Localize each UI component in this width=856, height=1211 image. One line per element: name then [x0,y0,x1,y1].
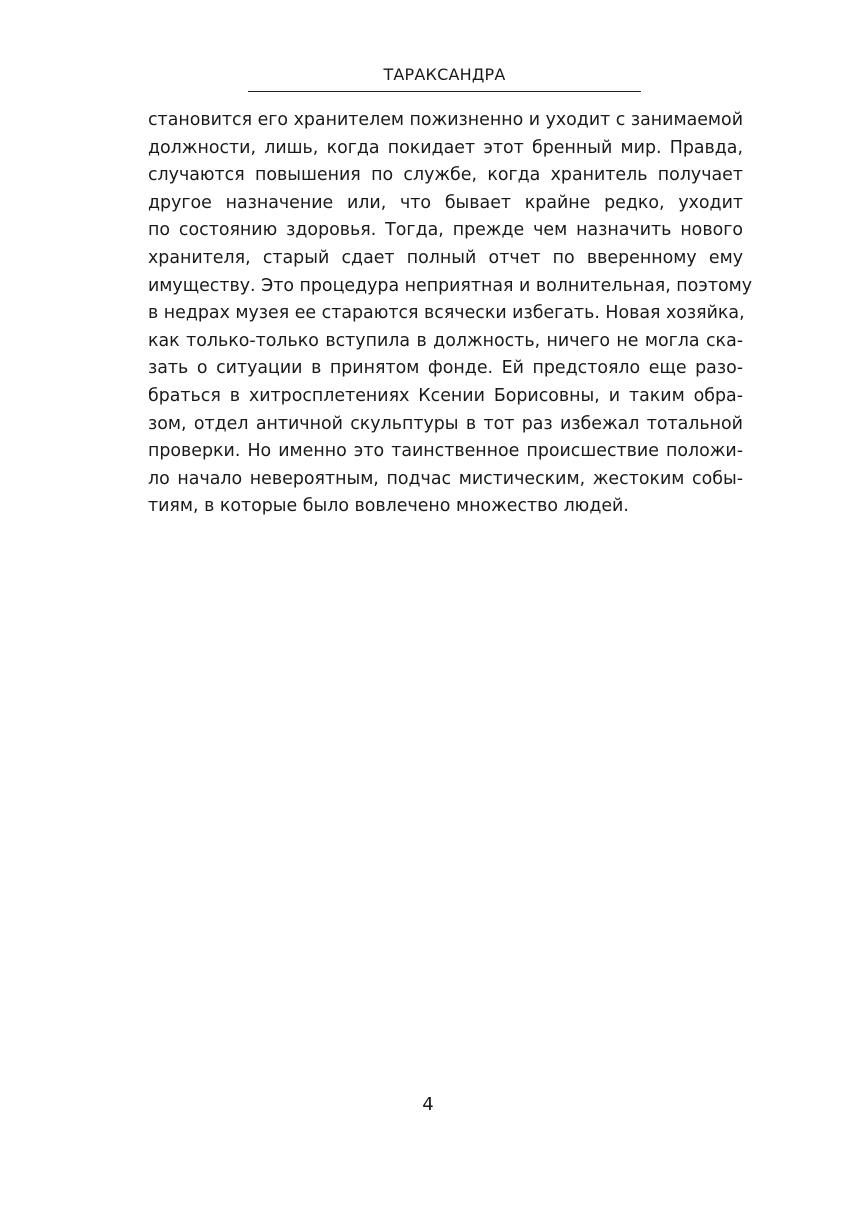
text-line: как только-только вступила в должность, ничего не могла ска- [148,330,743,351]
text-line: становится его хранителем пожизненно и уходит с занимаемой [148,110,743,130]
text-line: в недрах музея ее стараются всячески избегать. Новая хозяйка, [148,303,745,324]
text-line: имуществу. Это процедура неприятная и волнительная, поэтому [148,275,753,296]
text-line: ло начало невероятным, подчас мистическим, жестоким собы- [148,468,743,489]
text-line: зать о ситуации в принятом фонде. Ей предстояло еще разо- [148,358,743,379]
text-line: другое назначение или, что бывает крайне редко, уходит [148,192,743,213]
text-line: проверки. Но именно это таинственное происшествие положи- [148,441,743,462]
header-rule [248,91,641,92]
running-header: ТАРАКСАНДРА [383,65,506,84]
text-line: зом, отдел античной скульптуры в тот раз избежал тотальной [148,413,743,434]
text-line: хранителя, старый сдает полный отчет по вверенному ему [148,247,743,268]
body-paragraph [148,107,753,521]
page-number: 4 [422,1094,434,1115]
text-line: браться в хитросплетениях Ксении Борисовны, и таким обра- [148,385,743,406]
text-line: тиям, в которые было вовлечено множество людей. [148,496,629,517]
text-line: случаются повышения по службе, когда хранитель получает [148,165,743,186]
text-line: должности, лишь, когда покидает этот бренный мир. Правда, [148,137,743,158]
text-line: по состоянию здоровья. Тогда, прежде чем назначить нового [148,220,743,241]
